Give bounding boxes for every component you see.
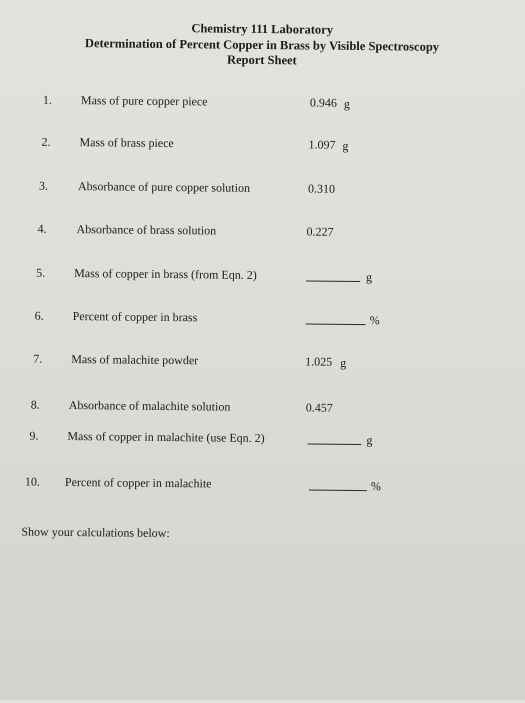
item-number: 8. [30, 397, 40, 412]
item-row-8 [0, 397, 521, 420]
item-unit: g [343, 96, 350, 111]
item-label: Mass of copper in malachite (use Eqn. 2) [67, 428, 265, 446]
item-number: 4. [37, 221, 47, 236]
item-label: Mass of pure copper piece [80, 93, 208, 109]
item-row-3 [0, 178, 523, 201]
answer-blank [309, 490, 367, 492]
item-label: Mass of brass piece [79, 135, 174, 151]
report-sheet-title: Report Sheet [226, 52, 297, 68]
item-unit: g [366, 270, 373, 285]
course-title: Chemistry 111 Laboratory [191, 21, 334, 37]
item-unit: % [370, 479, 381, 494]
item-label: Absorbance of brass solution [76, 222, 217, 238]
item-row-1 [0, 92, 524, 115]
item-unit: g [340, 355, 347, 370]
item-value: 0.457 [305, 400, 333, 415]
answer-blank [306, 323, 366, 325]
item-row-6 [0, 308, 522, 331]
item-label: Percent of copper in malachite [64, 474, 212, 491]
item-number: 6. [34, 308, 44, 323]
item-number: 1. [42, 92, 53, 107]
report-header [0, 19, 525, 71]
experiment-title: Determination of Percent Copper in Brass by Visible Spectroscopy [84, 35, 440, 54]
item-unit: % [369, 313, 380, 328]
item-value: 0.310 [307, 181, 336, 196]
item-row-10 [0, 474, 520, 497]
item-label: Absorbance of malachite solution [68, 397, 231, 414]
item-label: Mass of copper in brass (from Eqn. 2) [74, 266, 257, 282]
item-row-4 [0, 221, 523, 244]
item-number: 5. [36, 265, 46, 280]
item-number: 10. [24, 474, 41, 489]
item-number: 9. [29, 428, 39, 443]
item-row-7 [0, 351, 521, 374]
item-unit: g [366, 433, 373, 448]
item-number: 7. [33, 351, 43, 366]
calculations-label: Show your calculations below: [21, 524, 170, 541]
item-value: 0.946 [309, 95, 338, 110]
item-label: Mass of malachite powder [71, 352, 199, 368]
item-unit: g [342, 138, 349, 153]
item-value: 0.227 [306, 224, 334, 239]
item-row-5 [0, 265, 522, 288]
answer-blank [306, 280, 360, 282]
answer-blank [307, 443, 361, 445]
item-row-2 [0, 134, 524, 157]
item-label: Percent of copper in brass [72, 309, 198, 325]
item-value: 1.097 [308, 137, 336, 152]
item-value: 1.025 [305, 354, 333, 369]
item-label: Absorbance of pure copper solution [77, 179, 251, 195]
item-number: 3. [38, 178, 49, 193]
item-row-9 [0, 428, 520, 451]
item-number: 2. [41, 134, 51, 149]
